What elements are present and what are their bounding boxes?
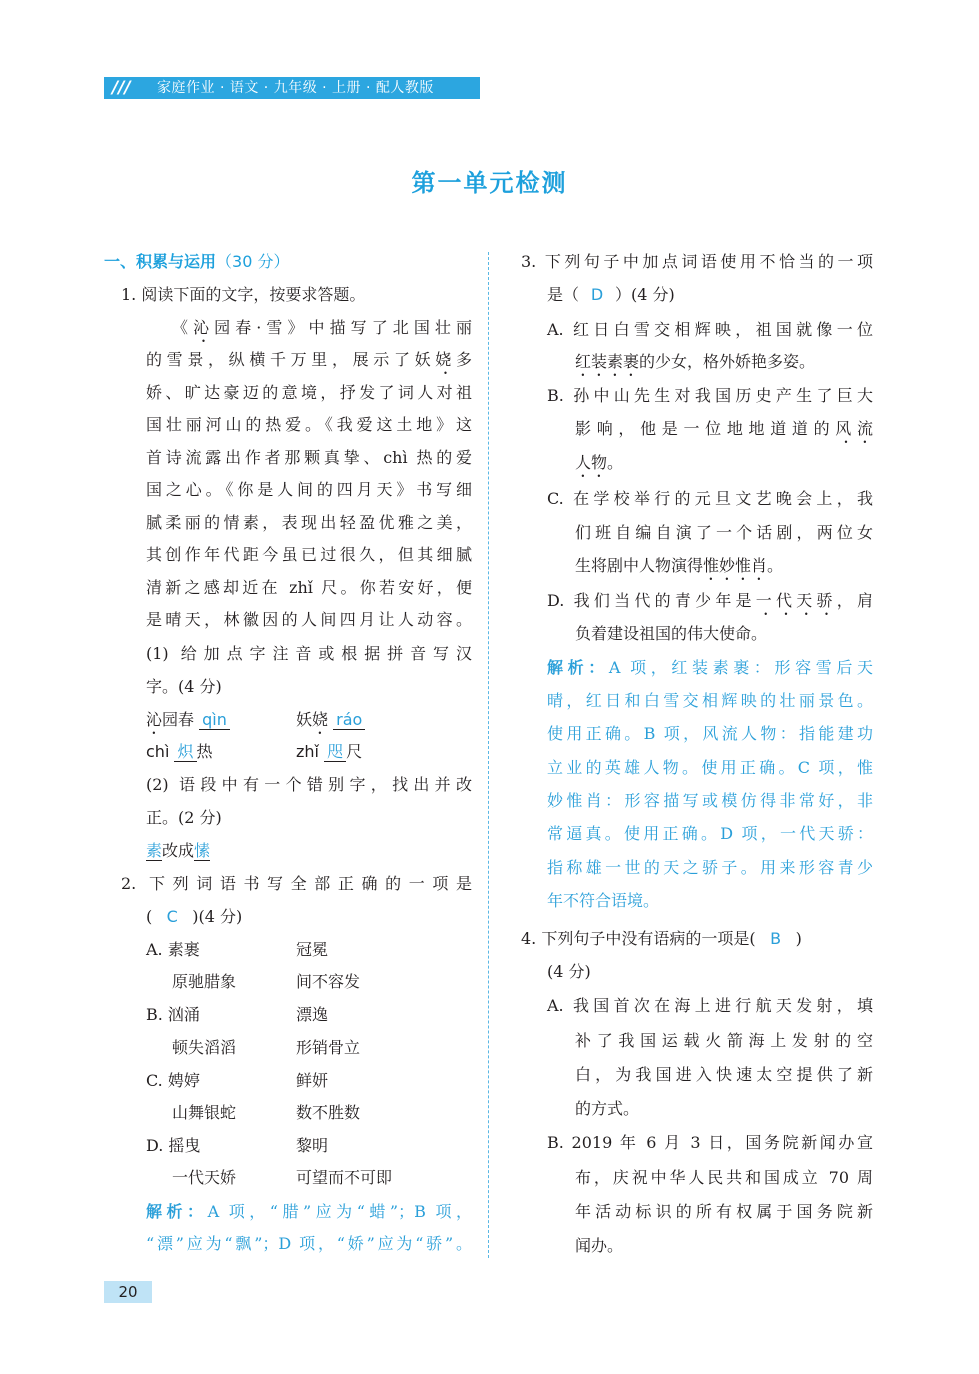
q2-option-c-1: C. 娉婷 [146, 1071, 200, 1090]
q3-analysis-line-8: 年不符合语境。 [547, 891, 660, 910]
q3-analysis-line-6: 常逼真。使用正确。D 项，一代天骄： [547, 824, 873, 843]
answer-blank: ráo [333, 710, 365, 730]
q4-option-b-4: 闻办。 [575, 1236, 624, 1255]
q2-option-a-2: 冠冕 [296, 940, 329, 959]
q3-option-c-2: 们班自编自演了一个话剧，两位女 [575, 523, 873, 542]
q1-passage-line-7: 腻柔丽的情素，表现出轻盈优雅之美， [146, 513, 472, 532]
q1-sub2-answer: 素改成愫 [146, 841, 211, 860]
q1-pair-1: 沁园春 qìn [146, 708, 230, 738]
q3-option-b-1: B. 孙中山先生对我国历史产生了巨大 [547, 386, 873, 405]
answer-blank: 炽 [174, 742, 196, 762]
q4-option-b-3: 年活动标识的所有权属于国务院新 [575, 1202, 873, 1221]
q4-option-b-1: B. 2019 年 6 月 3 日，国务院新闻办宣 [547, 1133, 873, 1152]
section-title: 一、积累与运用 [104, 252, 217, 271]
answer-right-char: 愫 [194, 841, 211, 860]
q2-option-d-4: 可望而不可即 [296, 1168, 393, 1187]
q3-option-b-3: 人物。 [575, 453, 624, 472]
q2-answer: C [166, 907, 178, 926]
q3-stem-line-2: 是（ D ）(4 分) [547, 283, 675, 307]
header-bar [104, 77, 480, 99]
q2-stem-line-1: 2. 下列词语书写全部正确的一项是 [121, 874, 472, 893]
q4-answer: B [770, 929, 782, 948]
q1-passage-line-1: 《沁园春·雪》中描写了北国壮丽 [172, 318, 472, 337]
q1-passage-line-5: 首诗流露出作者那颗真挚、chì 热的爱 [146, 448, 472, 467]
q3-option-d-2: 负着建设祖国的伟大使命。 [575, 624, 768, 643]
q2-option-d-3: 一代天娇 [172, 1168, 237, 1187]
q2-option-c-3: 山舞银蛇 [172, 1103, 237, 1122]
q3-analysis-line-5: 妙惟肖：形容描写或模仿得非常好，非 [547, 791, 873, 810]
q1-passage-line-2: 的雪景，纵横千万里，展示了妖娆多 [146, 350, 472, 369]
q2-analysis-line-2: “漂”应为“飘”；D 项，“娇”应为“骄”。 [146, 1234, 472, 1253]
q1-sub2-line-2: 正。(2 分) [146, 808, 222, 827]
q2-option-c-4: 数不胜数 [296, 1103, 361, 1122]
q1-pair-3: chì 炽 热 [146, 742, 213, 761]
q2-stem-line-2: ( C )(4 分) [146, 905, 242, 929]
q1-stem: 1. 阅读下面的文字，按要求答题。 [121, 285, 366, 304]
q3-option-c-3: 生将剧中人物演得惟妙惟肖。 [575, 556, 784, 575]
q1-passage-line-6: 国之心。《你是人间的四月天》书写细 [146, 480, 472, 499]
q4-option-a-2: 补了我国运载火箭海上发射的空 [575, 1031, 873, 1050]
q3-option-a-2: 红装素裹的少女，格外娇艳多姿。 [575, 352, 816, 371]
q4-option-a-4: 的方式。 [575, 1099, 640, 1118]
q2-option-d-2: 黎明 [296, 1136, 329, 1155]
q3-analysis-line-1: 解析：A 项，红装素裹：形容雪后天 [547, 658, 873, 677]
q1-sub2-line-1: (2) 语段中有一个错别字，找出并改 [146, 775, 472, 794]
q4-stem-line-1: 4. 下列句子中没有语病的一项是( B ) [521, 927, 802, 951]
header-text: 家庭作业 · 语文 · 九年级 · 上册 · 配人教版 [157, 80, 434, 96]
q1-passage-line-4: 国壮丽河山的热爱。《我爱这土地》这 [146, 415, 472, 434]
q2-analysis-line-1: 解析：A 项，“腊”应为“蜡”；B 项， [146, 1202, 472, 1221]
q2-option-b-4: 形销骨立 [296, 1038, 361, 1057]
q3-analysis-line-2: 晴，红日和白雪交相辉映的壮丽景色。 [547, 691, 873, 710]
q4-option-a-1: A. 我国首次在海上进行航天发射，填 [547, 996, 873, 1015]
q1-pair-4: zhǐ 咫 尺 [296, 742, 363, 761]
q2-option-a-4: 间不容发 [296, 972, 361, 991]
answer-blank: qìn [199, 710, 230, 730]
q4-option-a-3: 白，为我国进入快速太空提供了新 [575, 1065, 873, 1084]
header-slashes: /// [112, 78, 131, 98]
section-score: （30 分） [216, 252, 290, 271]
q1-sub1-line-2: 字。(4 分) [146, 677, 222, 696]
q2-option-d-1: D. 摇曳 [146, 1136, 201, 1155]
q2-option-b-3: 顿失滔滔 [172, 1038, 237, 1057]
column-divider [488, 252, 489, 1258]
q3-option-a-1: A. 红日白雪交相辉映，祖国就像一位 [547, 320, 873, 339]
q2-option-c-2: 鲜妍 [296, 1071, 329, 1090]
q1-passage-line-8: 其创作年代距今虽已过很久，但其细腻 [146, 545, 472, 564]
q1-passage-line-9: 清新之感却近在 zhǐ 尺。你若安好，便 [146, 578, 472, 597]
q1-pair-2: 妖娆 ráo [296, 708, 365, 738]
q3-stem-line-1: 3. 下列句子中加点词语使用不恰当的一项 [521, 252, 873, 271]
q3-option-b-2: 影响，他是一位地地道道的风流 [575, 419, 873, 438]
section-heading [104, 250, 289, 274]
q3-analysis-line-7: 指称雄一世的天之骄子。用来形容青少 [547, 858, 873, 877]
q4-option-b-2: 布，庆祝中华人民共和国成立 70 周 [575, 1168, 873, 1187]
q3-option-d-1: D. 我们当代的青少年是一代天骄，肩 [547, 591, 873, 610]
q2-option-b-1: B. 汹涌 [146, 1005, 200, 1024]
q1-passage-line-10: 是晴天，林徽因的人间四月让人动容。 [146, 610, 472, 629]
page-number: 20 [104, 1281, 152, 1303]
q2-option-b-2: 漂逸 [296, 1005, 329, 1024]
q3-option-c-1: C. 在学校举行的元旦文艺晚会上，我 [547, 489, 873, 508]
q3-analysis-line-4: 立业的英雄人物。使用正确。C 项，惟 [547, 758, 873, 777]
q4-stem-line-2: (4 分) [547, 962, 591, 981]
q2-option-a-1: A. 素裹 [146, 940, 200, 959]
answer-blank: 咫 [324, 742, 346, 762]
page-title: 第一单元检测 [411, 168, 568, 197]
answer-wrong-char: 素 [146, 841, 163, 860]
q1-passage-line-3: 娇、旷达豪迈的意境，抒发了词人对祖 [146, 383, 472, 402]
q1-sub1-line-1: (1) 给加点字注音或根据拼音写汉 [146, 644, 472, 663]
q3-analysis-line-3: 使用正确。B 项，风流人物：指能建功 [547, 724, 873, 743]
q3-answer: D [590, 285, 604, 304]
q2-option-a-3: 原驰腊象 [172, 972, 237, 991]
